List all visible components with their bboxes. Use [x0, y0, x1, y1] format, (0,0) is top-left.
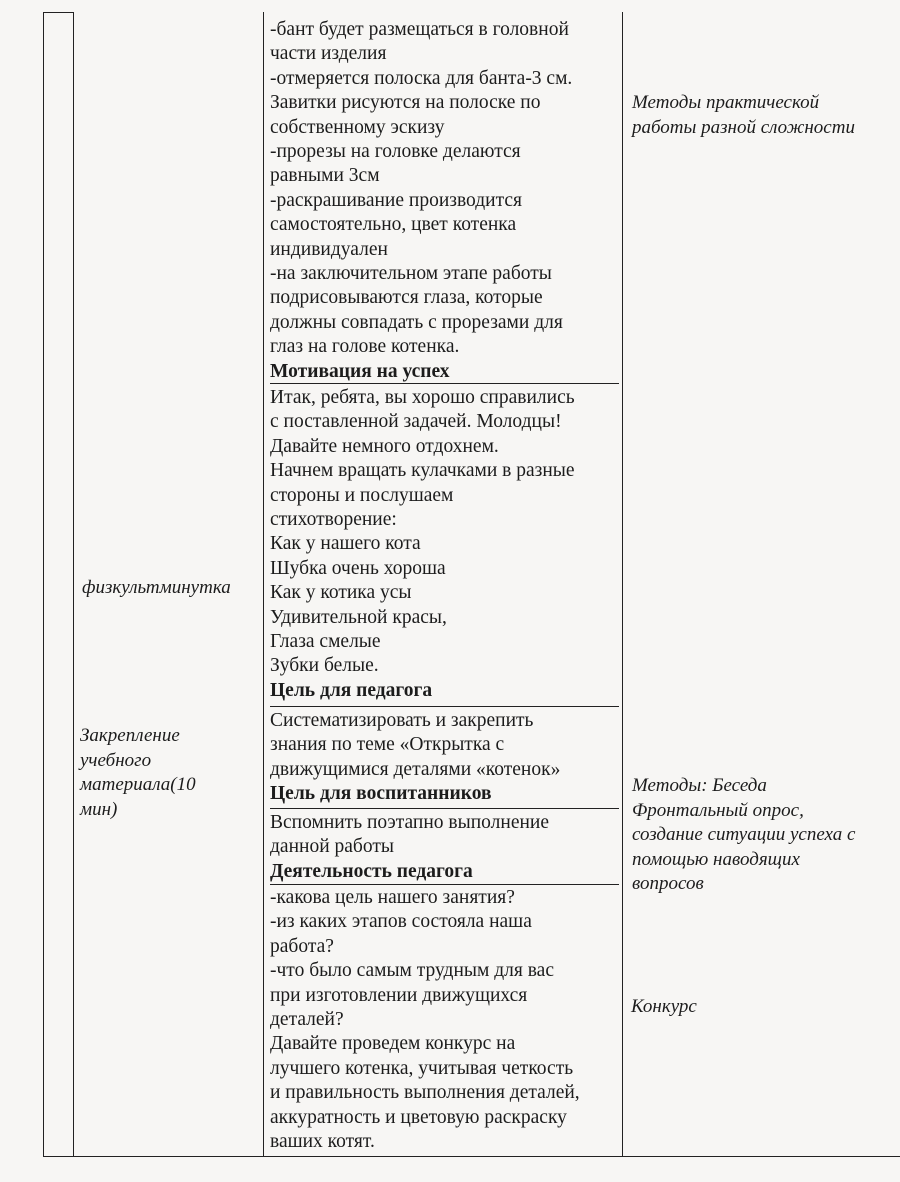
content-line: Давайте немного отдохнем. — [270, 435, 499, 457]
content-line: Начнем вращать кулачками в разные — [270, 460, 575, 482]
content-segment-2 — [270, 386, 620, 703]
content-segment-1 — [270, 18, 620, 384]
table-border-left — [43, 12, 44, 1156]
content-line: Давайте проведем конкурс на — [270, 1033, 516, 1055]
content-line: стихотворение: — [270, 509, 397, 531]
content-line: знания по теме «Открытка с — [270, 734, 505, 756]
content-line: с поставленной задачей. Молодцы! — [270, 411, 562, 433]
content-line: глаз на голове котенка. — [270, 336, 460, 358]
methods-practical — [632, 91, 855, 140]
content-segment-3 — [270, 709, 620, 807]
content-line: лучшего котенка, учитывая четкость — [270, 1057, 574, 1079]
poem-line: Шубка очень хороша — [270, 557, 446, 579]
section-heading-teacher-goal: Цель для педагога — [270, 679, 433, 701]
table-bottom-border — [43, 1156, 900, 1157]
content-line: Завитки рисуются на полоске по — [270, 92, 541, 114]
section-divider — [270, 383, 619, 384]
table-border-col2 — [263, 12, 264, 1156]
table-top-stub — [43, 12, 73, 13]
content-line: части изделия — [270, 43, 387, 65]
content-segment-4 — [270, 811, 620, 884]
content-line: стороны и послушаем — [270, 484, 454, 506]
content-line: Вспомнить поэтапно выполнение — [270, 812, 550, 833]
methods-contest — [631, 995, 697, 1020]
content-line: -из каких этапов состояла наша — [270, 911, 532, 933]
content-line: деталей? — [270, 1009, 344, 1031]
table-border-col3 — [622, 12, 623, 1156]
content-line: и правильность выполнения деталей, — [270, 1082, 580, 1104]
content-line: аккуратность и цветовую раскраску — [270, 1106, 567, 1128]
section-heading-pupil-goal: Цель для воспитанников — [270, 783, 492, 805]
stage-line: Закрепление — [80, 725, 180, 746]
stage-line: учебного — [80, 749, 152, 771]
content-line: -раскрашивание производится — [270, 189, 522, 211]
methods-line: вопросов — [632, 873, 704, 894]
stage-line: мин) — [80, 798, 118, 820]
content-line: индивидуален — [270, 238, 388, 260]
content-line: при изготовлении движущихся — [270, 984, 528, 1006]
content-line: собственному эскизу — [270, 116, 445, 138]
methods-line: Методы практической — [632, 92, 820, 113]
poem-line: Как у котика усы — [270, 582, 412, 604]
content-line: -прорезы на головке делаются — [270, 141, 521, 163]
content-line: -какова цель нашего занятия? — [270, 887, 515, 908]
content-line: -бант будет размещаться в головной — [270, 19, 569, 40]
section-divider — [270, 884, 619, 885]
methods-line: создание ситуации успеха с — [632, 824, 856, 845]
poem-line: Глаза смелые — [270, 631, 381, 653]
methods-line: помощью наводящих — [632, 848, 800, 870]
methods-line: Конкурс — [631, 996, 697, 1017]
stage-fizkultminutka — [82, 576, 231, 601]
section-heading-motivation: Мотивация на успех — [270, 360, 450, 382]
stage-label: физкультминутка — [82, 577, 231, 598]
content-line: работа? — [270, 935, 334, 957]
methods-line: Методы: Беседа — [632, 775, 767, 796]
content-line: Систематизировать и закрепить — [270, 710, 534, 731]
stage-zakreplenie — [80, 724, 196, 822]
content-line: равными 3см — [270, 165, 380, 187]
methods-line: работы разной сложности — [632, 116, 855, 138]
section-divider — [270, 706, 619, 707]
content-line: -что было самым трудным для вас — [270, 960, 554, 982]
content-line: самостоятельно, цвет котенка — [270, 214, 517, 236]
table-border-col1 — [73, 12, 74, 1156]
content-line: подрисовываются глаза, которые — [270, 287, 543, 309]
stage-line: материала(10 — [80, 774, 196, 795]
poem-line: Как у нашего кота — [270, 533, 421, 555]
content-line: Итак, ребята, вы хорошо справились — [270, 387, 575, 408]
content-line: данной работы — [270, 836, 394, 858]
content-segment-5 — [270, 886, 620, 1154]
content-line: должны совпадать с прорезами для — [270, 311, 563, 333]
content-line: ваших котят. — [270, 1131, 375, 1153]
methods-conversation — [632, 774, 855, 897]
poem-line: Удивительной красы, — [270, 606, 447, 628]
methods-line: Фронтальный опрос, — [632, 799, 804, 821]
section-heading-teacher-activity: Деятельность педагога — [270, 860, 473, 882]
content-line: движущимися деталями «котенок» — [270, 758, 561, 780]
content-line: -отмеряется полоска для банта-3 см. — [270, 67, 573, 89]
section-divider — [270, 808, 619, 809]
poem-line: Зубки белые. — [270, 655, 379, 677]
content-line: -на заключительном этапе работы — [270, 263, 552, 285]
